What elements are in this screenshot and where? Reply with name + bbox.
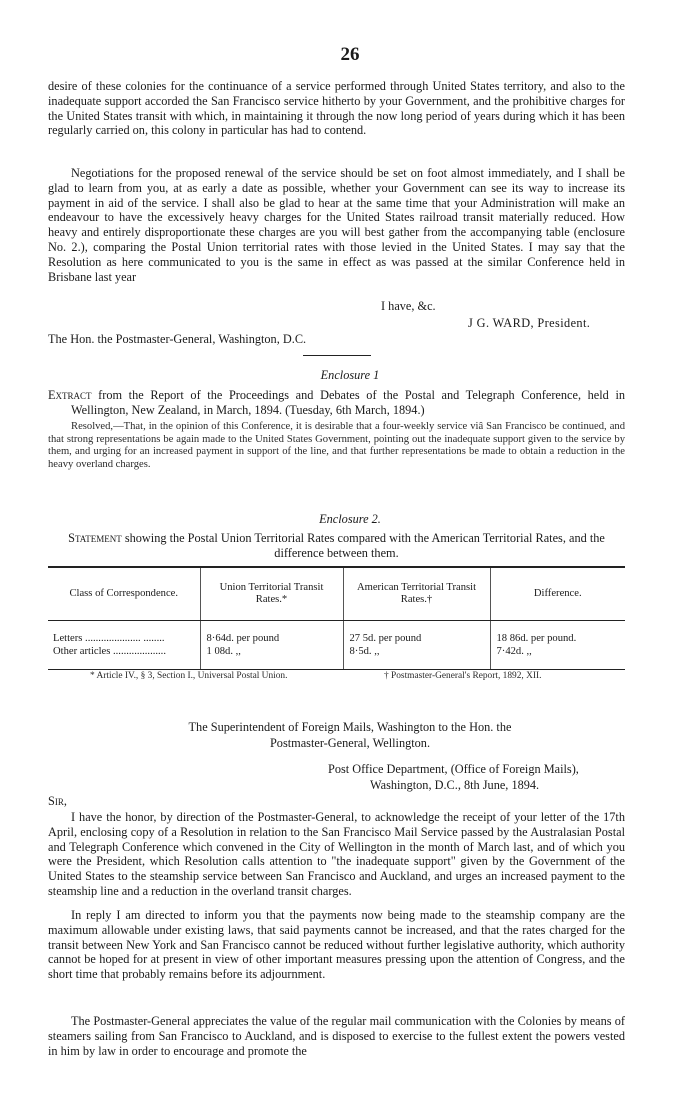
header-class-of-correspondence: Class of Correspondence. xyxy=(48,567,200,621)
cell-value: 1 08d. ,, xyxy=(206,645,241,657)
intro-paragraph: desire of these colonies for the continuance of a service performed through United States territory, and also to the inadequate support accorded the San Francisco service hitherto by your Government, and the prohibitive charges for the United States transit with which, in maintaining it through the now long period of years during which it has been regularly carried on, this colony in particular has had to contend. xyxy=(48,79,625,138)
letter-address-line-2: Washington, D.C., 8th June, 1894. xyxy=(370,778,540,792)
page-number: 26 xyxy=(340,44,360,65)
rates-table xyxy=(48,566,625,670)
letter-title-line-2: Postmaster-General, Wellington. xyxy=(269,736,431,750)
statement-lead: Statement xyxy=(68,531,122,545)
letter-paragraph-2: In reply I am directed to inform you that the payments now being made to the steamship company are the maximum allowable under existing laws, that said payments cannot be increased, and that the rates charged for the transit between New York and San Francisco cannot be reduced without further legislative authority, which authority cannot be hoped for at present in view of other important measures pressing upon the attention of Congress, and the short time that probably remains before its adjournment. xyxy=(48,908,625,982)
cell-value: 7·42d. ,, xyxy=(496,645,532,657)
table-cell xyxy=(490,621,625,670)
table-cell xyxy=(200,621,343,670)
cell-value: 18 86d. per pound. xyxy=(496,633,577,644)
table-footnote-1: * Article IV., § 3, Section I., Universal Postal Union. xyxy=(90,671,288,681)
addressee: The Hon. the Postmaster-General, Washington, D.C. xyxy=(48,332,307,346)
table-header-row xyxy=(48,567,625,621)
enclosure-1-heading: Enclosure 1 xyxy=(320,368,380,382)
signature: J G. WARD, President. xyxy=(468,316,591,330)
table-footnote-2: † Postmaster-General's Report, 1892, XII. xyxy=(384,671,542,681)
cell-value: 27 5d. per pound xyxy=(349,633,422,644)
statement-title: showing the Postal Union Territorial Rates compared with the American Territorial Rates, and the difference between them. xyxy=(124,531,605,560)
negotiations-paragraph: Negotiations for the proposed renewal of the service should be set on foot almost immediately, and I shall be glad to learn from you, at as early a date as possible, whether your Government can see its way to increase its payment in aid of the service. I shall also be glad to hear at the same time that your Administration will make an endeavour to have the excessively heavy charges for the United States railroad transit materially reduced. How heavy and entirely disproportionate these charges are you will best gather from the accompanying table (enclosure No. 2.), comparing the Postal Union territorial rates with those levied in the United States. I may say that the Resolution as here communicated to you is the same in effect as was passed at the similar Conference held in Brisbane last year xyxy=(48,166,625,284)
row-label: Other articles .................... xyxy=(53,645,166,657)
extract-heading xyxy=(48,388,625,418)
row-label: Letters ..................... ........ xyxy=(53,633,165,644)
extract-title: from the Report of the Proceedings and Debates of the Postal and Telegraph Conference, held in Wellington, New Zealand, in March, 1894. (Tuesday, 6th March, 1894.) xyxy=(71,388,626,417)
sign-off: I have, &c. xyxy=(381,299,436,313)
statement-heading xyxy=(48,531,625,561)
letter-salutation: Sir, xyxy=(48,794,67,808)
table-cell xyxy=(343,621,490,670)
header-american-rates: American Territorial Transit Rates.† xyxy=(343,567,490,621)
cell-value: 8·64d. per pound xyxy=(206,633,280,644)
letter-paragraph-3: The Postmaster-General appreciates the value of the regular mail communication with the Colonies by means of steamers sailing from San Francisco to Auckland, and is disposed to exercise to the fullest extent the powers vested in him by law in order to encourage and promote the xyxy=(48,1014,625,1058)
letter-title-line-1: The Superintendent of Foreign Mails, Washington to the Hon. the xyxy=(188,720,512,734)
section-divider xyxy=(303,355,371,356)
letter-address-line-1: Post Office Department, (Office of Foreign Mails), xyxy=(328,762,579,776)
table-cell xyxy=(48,621,200,670)
table-row xyxy=(48,621,625,670)
header-union-rates: Union Territorial Transit Rates.* xyxy=(200,567,343,621)
enclosure-2-heading: Enclosure 2. xyxy=(319,512,381,526)
resolution-text: Resolved,—That, in the opinion of this Conference, it is desirable that a four-weekly service viâ San Francisco be continued, and that strong representations be again made to the United States Government, pointing out the inadequate support given to the service by them, and urging for an increased payment in support of the line, and that further representations be made to obtain a reduction in the heavy overland charges. xyxy=(48,421,625,470)
cell-value: 8·5d. ,, xyxy=(349,645,380,657)
letter-paragraph-1: I have the honor, by direction of the Postmaster-General, to acknowledge the receipt of your letter of the 17th April, enclosing copy of a Resolution in relation to the San Francisco Mail Service passed by the Australasian Postal and Telegraph Conference which convened in the City of Wellington in the month of March last, and of which you were the President, which Resolution calls attention to "the inadequate support" given by the Government of the United States to the steamship service between San Francisco and Auckland, and urges an increased payment to the steamship line and a reduction in the overland transit charges. xyxy=(48,810,625,898)
extract-lead: Extract xyxy=(48,388,92,402)
header-difference: Difference. xyxy=(490,567,625,621)
